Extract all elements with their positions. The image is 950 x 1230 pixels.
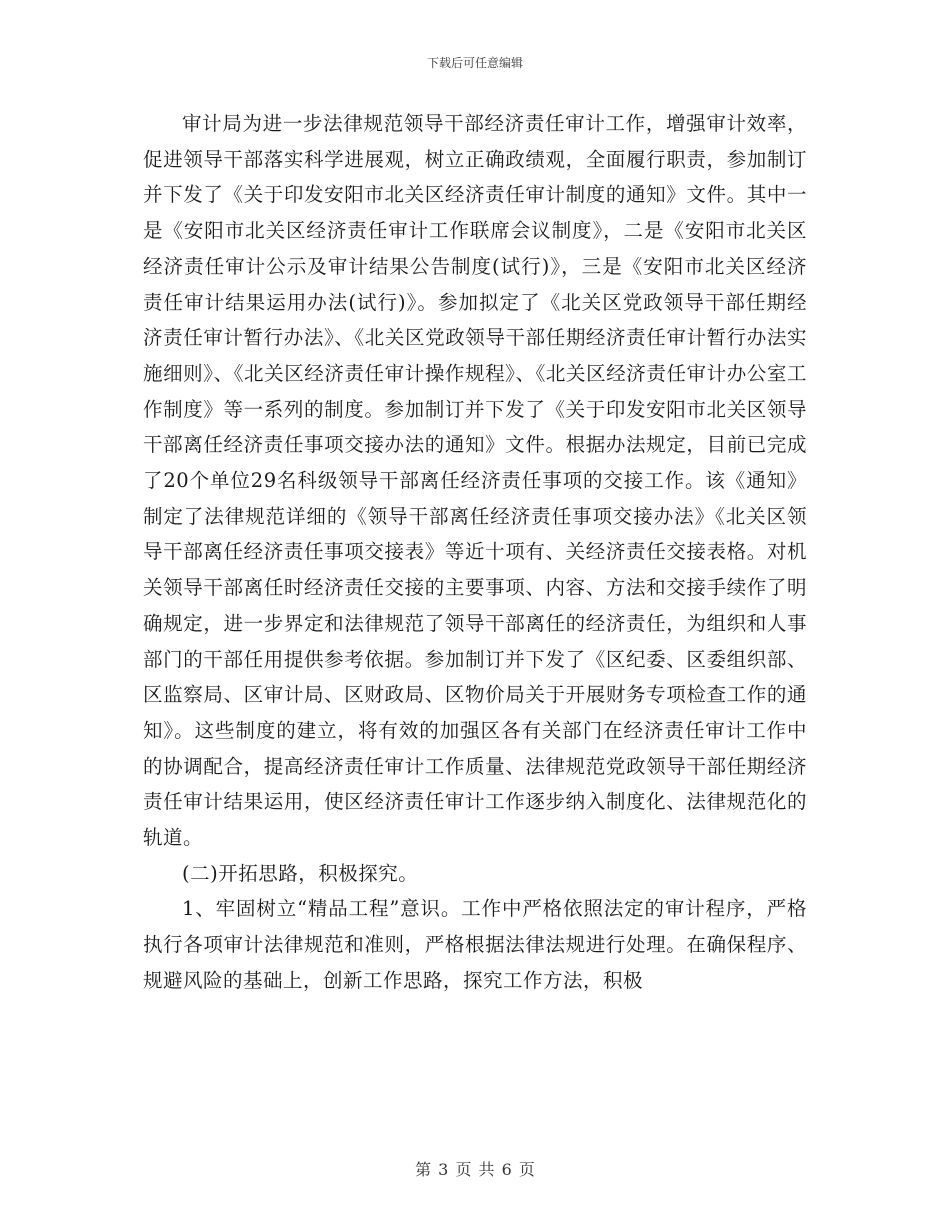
body-paragraph-1: 审计局为进一步法律规范领导干部经济责任审计工作，增强审计效率，促进领导干部落实科学进展观，树立正确政绩观，全面履行职责，参加制订并下发了《关于印发安阳市北关区经济责任审计制度的通知》文件。其中一是《安阳市北关区经济责任审计工作联席会议制度》，二是《安阳市北关区经济责任审计公示及审计结果公告制度(试行)》，三是《安阳市北关区经济责任审计结果运用办法(试行)》。参加拟定了《北关区党政领导干部任期经济责任审计暂行办法》、《北关区党政领导干部任期经济责任审计暂行办法实施细则》、《北关区经济责任审计操作规程》、《北关区经济责任审计办公室工作制度》等一系列的制度。参加制订并下发了《关于印发安阳市北关区领导干部离任经济责任事项交接办法的通知》文件。根据办法规定，目前已完成了20个单位29名科级领导干部离任经济责任事项的交接工作。该《通知》制定了法律规范详细的《领导干部离任经济责任事项交接办法》《北关区领导干部离任经济责任事项交接表》等近十项有、关经济责任交接表格。对机关领导干部离任时经济责任交接的主要事项、内容、方法和交接手续作了明确规定，进一步界定和法律规范了领导干部离任的经济责任，为组织和人事部门的干部任用提供参考依据。参加制订并下发了《区纪委、区委组织部、区监察局、区审计局、区财政局、区物价局关于开展财务专项检查工作的通知》。这些制度的建立，将有效的加强区各有关部门在经济责任审计工作中的协调配合，提高经济责任审计工作质量、法律规范党政领导干部任期经济责任审计结果运用，使区经济责任审计工作逐步纳入制度化、法律规范化的轨道。 [143, 112, 807, 850]
body-paragraph-3: 1、牢固树立“精品工程”意识。工作中严格依照法定的审计程序，严格执行各项审计法律规范和准则，严格根据法律法规进行处理。在确保程序、规避风险的基础上，创新工作思路，探究工作方法，积极 [143, 897, 807, 992]
page-header: 下载后可任意编辑 [426, 56, 523, 70]
body-paragraph-2: (二)开拓思路，积极探究。 [182, 861, 419, 885]
document-body [143, 106, 807, 999]
page-number-footer: 第 3 页 共 6 页 [415, 1160, 535, 1179]
